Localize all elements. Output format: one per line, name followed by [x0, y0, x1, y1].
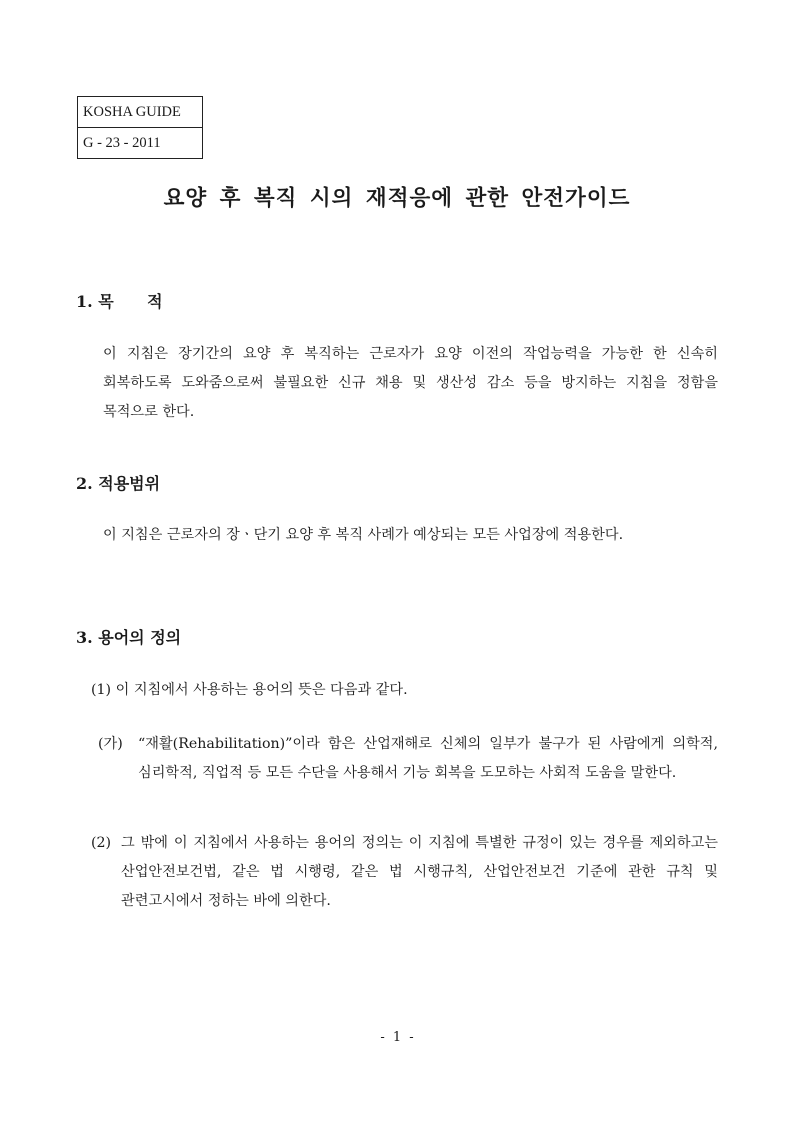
guide-number: G - 23 - 2011: [78, 127, 202, 158]
definition-item-2-marker: (2): [91, 835, 112, 851]
page-number: - 1 -: [380, 1030, 414, 1045]
definition-item-2: 그 밖에 이 지침에서 사용하는 용어의 정의는 이 지침에 특별한 규정이 있는 경우를 제외하고는 산업안전보건법, 같은 법 시행령, 같은 법 시행규칙, 산업안전보건 기준에 관한 규칙 및 관련고시에서 정하는 바에 의한다.: [121, 835, 718, 909]
definition-item-1-a-marker: (가): [98, 736, 123, 752]
document-title: 요양 후 복직 시의 재적응에 관한 안전가이드: [163, 186, 631, 211]
section-body-purpose: 이 지침은 장기간의 요양 후 복직하는 근로자가 요양 이전의 작업능력을 가능한 한 신속히 회복하도록 도와줌으로써 불필요한 신규 채용 및 생산성 감소 등을 방지하는 지침을 정함을 목적으로 한다.: [103, 346, 718, 420]
section-heading-purpose: [76, 289, 163, 312]
section-body-scope: 이 지침은 근로자의 장ㆍ단기 요양 후 복직 사례가 예상되는 모든 사업장에 적용한다.: [103, 527, 624, 543]
definition-item-1: (1) 이 지침에서 사용하는 용어의 뜻은 다음과 같다.: [91, 682, 408, 698]
section-heading-definitions: 3. 용어의 정의: [76, 628, 182, 647]
definition-item-1-a: “재활(Rehabilitation)”이라 함은 산업재해로 신체의 일부가 불구가 된 사람에게 의학적, 심리학적, 직업적 등 모든 수단을 사용해서 기능 회복을 도모하는 사회적 도움을 말한다.: [138, 736, 718, 781]
section-heading-scope: 2. 적용범위: [76, 474, 161, 493]
guide-code-box: [77, 96, 203, 159]
section-heading-purpose-text: 1. 목 적: [76, 292, 163, 311]
guide-label: KOSHA GUIDE: [83, 104, 181, 120]
